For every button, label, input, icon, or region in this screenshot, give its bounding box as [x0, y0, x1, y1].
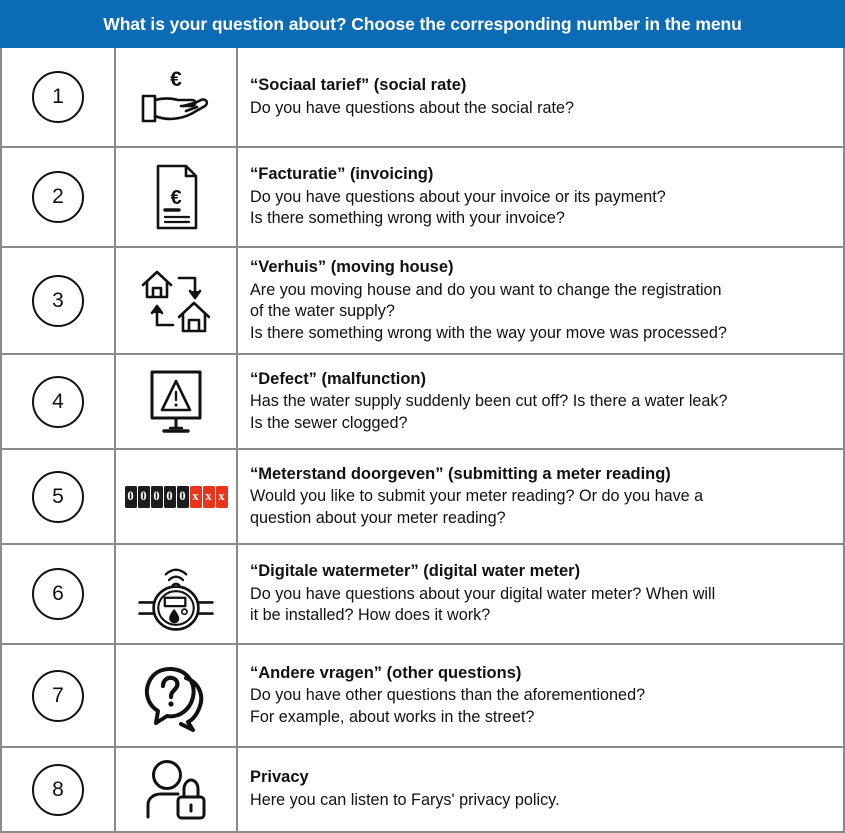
number-badge-3: 3 — [32, 275, 84, 327]
table-row[interactable] — [2, 355, 843, 450]
row-description-line: Do you have questions about your digital water meter? When will — [250, 584, 716, 603]
row-title: “Sociaal tarief” (social rate) — [250, 75, 467, 94]
odometer-digit: x — [190, 486, 202, 508]
row-text-cell — [238, 48, 843, 146]
number-badge-4: 4 — [32, 376, 84, 428]
svg-text:€: € — [170, 68, 182, 91]
row-description — [250, 685, 835, 728]
row-text-cell — [238, 248, 843, 353]
number-badge-1: 1 — [32, 71, 84, 123]
row-icon-cell — [116, 355, 238, 448]
row-description-line: Are you moving house and do you want to change the registration — [250, 280, 722, 299]
odometer-digit: 0 — [138, 486, 150, 508]
number-badge-8: 8 — [32, 764, 84, 816]
person-lock-privacy-icon — [134, 754, 218, 826]
row-description-line: Is the sewer clogged? — [250, 413, 408, 432]
row-number-cell — [2, 48, 116, 146]
number-badge-6: 6 — [32, 568, 84, 620]
row-description-line: Do you have questions about the social rate? — [250, 98, 574, 117]
row-description-line: Is there something wrong with your invoice? — [250, 209, 565, 228]
number-badge-2: 2 — [32, 171, 84, 223]
menu-header-bar — [0, 0, 845, 48]
invoice-document-euro-icon — [134, 161, 218, 233]
table-row[interactable] — [2, 148, 843, 248]
table-row[interactable] — [2, 645, 843, 748]
row-text-cell — [238, 645, 843, 746]
row-icon-cell — [116, 645, 238, 746]
row-description-line: Has the water supply suddenly been cut off? Is there a water leak? — [250, 392, 728, 411]
row-number-cell — [2, 645, 116, 746]
row-number-cell — [2, 248, 116, 353]
row-number-cell — [2, 355, 116, 448]
odometer-digit: 0 — [125, 486, 137, 508]
table-row[interactable] — [2, 450, 843, 545]
row-description — [250, 187, 835, 230]
odometer-digit: x — [216, 486, 228, 508]
row-title: “Andere vragen” (other questions) — [250, 663, 522, 682]
question-speech-bubble-icon — [134, 660, 218, 732]
row-number-cell — [2, 545, 116, 643]
odometer-digit: 0 — [177, 486, 189, 508]
row-text-cell — [238, 450, 843, 543]
row-description — [250, 98, 835, 120]
row-description-line: it be installed? How does it work? — [250, 606, 491, 625]
row-number-cell — [2, 748, 116, 831]
odometer-digit: 0 — [151, 486, 163, 508]
row-description-line: of the water supply? — [250, 302, 395, 321]
number-badge-5: 5 — [32, 471, 84, 523]
row-description-line: Do you have questions about your invoice or its payment? — [250, 187, 666, 206]
page-title: What is your question about? Choose the corresponding number in the menu — [103, 13, 742, 34]
table-row[interactable] — [2, 248, 843, 355]
row-icon-cell — [116, 248, 238, 353]
row-icon-cell — [116, 148, 238, 246]
row-description-line: For example, about works in the street? — [250, 707, 535, 726]
warning-sign-icon — [134, 366, 218, 438]
row-description — [250, 584, 835, 627]
table-row[interactable] — [2, 748, 843, 831]
row-icon-cell — [116, 48, 238, 146]
row-description-line: Would you like to submit your meter reading? Or do you have a — [250, 487, 704, 506]
row-title: “Meterstand doorgeven” (submitting a meter reading) — [250, 464, 671, 483]
row-description-line: question about your meter reading? — [250, 508, 506, 527]
table-row[interactable] — [2, 545, 843, 645]
row-description-line: Do you have other questions than the aforementioned? — [250, 686, 646, 705]
number-badge-7: 7 — [32, 670, 84, 722]
row-description — [250, 790, 835, 812]
hand-holding-euro-icon — [134, 61, 218, 133]
row-number-cell — [2, 148, 116, 246]
meter-odometer-icon — [125, 486, 228, 508]
row-text-cell — [238, 355, 843, 448]
row-description-line: Is there something wrong with the way your move was processed? — [250, 323, 727, 342]
row-text-cell — [238, 545, 843, 643]
row-number-cell — [2, 450, 116, 543]
row-title: “Defect” (malfunction) — [250, 369, 427, 388]
row-text-cell — [238, 748, 843, 831]
row-description — [250, 391, 835, 434]
row-title: “Digitale watermeter” (digital water meter) — [250, 562, 581, 581]
row-text-cell — [238, 148, 843, 246]
row-description — [250, 280, 835, 345]
row-icon-cell — [116, 748, 238, 831]
row-icon-cell — [116, 450, 238, 543]
moving-house-icon — [134, 265, 218, 337]
row-title: “Facturatie” (invoicing) — [250, 165, 434, 184]
row-description — [250, 486, 835, 529]
row-title: Privacy — [250, 768, 309, 787]
menu-rows-table — [0, 48, 845, 833]
digital-water-meter-icon — [134, 558, 218, 630]
odometer-digit: 0 — [164, 486, 176, 508]
svg-text:€: € — [170, 187, 182, 209]
table-row[interactable] — [2, 48, 843, 148]
odometer-digit: x — [203, 486, 215, 508]
row-icon-cell — [116, 545, 238, 643]
row-title: “Verhuis” (moving house) — [250, 257, 454, 276]
row-description-line: Here you can listen to Farys' privacy policy. — [250, 791, 560, 810]
